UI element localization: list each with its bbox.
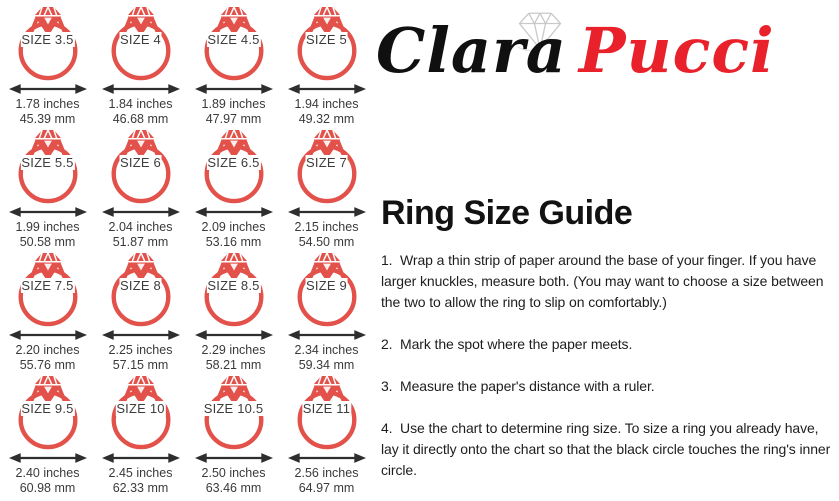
diameter-arrow-icon bbox=[288, 329, 366, 341]
ring-size-label: SIZE 3.5 bbox=[21, 32, 74, 47]
ring-size-mm: 51.87 mm bbox=[112, 235, 169, 249]
ring-size-cell bbox=[187, 251, 280, 374]
brand-name bbox=[376, 14, 775, 87]
page-title: Ring Size Guide bbox=[381, 194, 633, 232]
ring-illustration bbox=[97, 251, 185, 327]
diameter-arrow-icon bbox=[195, 206, 273, 218]
ring-size-inches: 2.25 inches bbox=[108, 343, 173, 357]
ring-size-inches: 2.56 inches bbox=[294, 466, 359, 480]
ring-size-mm: 64.97 mm bbox=[298, 481, 355, 495]
ring-size-label: SIZE 5.5 bbox=[21, 155, 74, 170]
ring-measurements bbox=[202, 220, 266, 250]
ring-illustration bbox=[283, 251, 371, 327]
diameter-arrow-icon bbox=[9, 83, 87, 95]
ring-size-inches: 1.94 inches bbox=[294, 97, 359, 111]
ring-illustration bbox=[283, 128, 371, 204]
ring-measurements bbox=[202, 97, 266, 127]
ring-measurements bbox=[16, 466, 80, 496]
ring-illustration bbox=[4, 251, 92, 327]
ring-size-inches: 2.45 inches bbox=[108, 466, 173, 480]
ring-measurements bbox=[295, 343, 359, 373]
ring-size-inches: 2.29 inches bbox=[201, 343, 266, 357]
ring-measurements bbox=[295, 220, 359, 250]
brand-name-first: Clara bbox=[376, 14, 567, 87]
ring-size-cell bbox=[187, 128, 280, 251]
diameter-arrow-icon bbox=[102, 452, 180, 464]
diameter-arrow-icon bbox=[102, 206, 180, 218]
ring-size-inches: 2.09 inches bbox=[201, 220, 266, 234]
diameter-arrow-icon bbox=[288, 452, 366, 464]
diameter-arrow-icon bbox=[195, 83, 273, 95]
ring-size-label: SIZE 9 bbox=[306, 278, 347, 293]
ring-measurements bbox=[109, 97, 173, 127]
ring-size-label: SIZE 9.5 bbox=[21, 401, 74, 416]
ring-size-cell bbox=[280, 5, 373, 128]
ring-size-cell bbox=[1, 251, 94, 374]
ring-size-label: SIZE 8.5 bbox=[207, 278, 260, 293]
ring-size-mm: 63.46 mm bbox=[205, 481, 262, 495]
ring-size-mm: 57.15 mm bbox=[112, 358, 169, 372]
ring-size-mm: 49.32 mm bbox=[298, 112, 355, 126]
ring-size-mm: 53.16 mm bbox=[205, 235, 262, 249]
ring-illustration bbox=[190, 5, 278, 81]
ring-size-cell bbox=[94, 374, 187, 497]
diameter-arrow-icon bbox=[9, 329, 87, 341]
ring-size-label: SIZE 6 bbox=[120, 155, 161, 170]
diameter-arrow-icon bbox=[288, 206, 366, 218]
ring-illustration bbox=[190, 128, 278, 204]
ring-size-cell bbox=[187, 5, 280, 128]
ring-size-mm: 55.76 mm bbox=[19, 358, 76, 372]
ring-size-chart bbox=[1, 5, 373, 497]
ring-measurements bbox=[109, 343, 173, 373]
ring-size-inches: 1.78 inches bbox=[15, 97, 80, 111]
ring-measurements bbox=[295, 466, 359, 496]
ring-size-label: SIZE 5 bbox=[306, 32, 347, 47]
ring-measurements bbox=[202, 466, 266, 496]
ring-size-mm: 58.21 mm bbox=[205, 358, 262, 372]
brand-logo bbox=[374, 0, 834, 110]
diameter-arrow-icon bbox=[195, 452, 273, 464]
ring-size-cell bbox=[94, 5, 187, 128]
ring-size-inches: 1.84 inches bbox=[108, 97, 173, 111]
ring-size-label: SIZE 4.5 bbox=[207, 32, 260, 47]
ring-size-label: SIZE 10.5 bbox=[203, 401, 264, 416]
ring-size-label: SIZE 10 bbox=[116, 401, 165, 416]
diameter-arrow-icon bbox=[195, 329, 273, 341]
instruction-step-3: 3. Measure the paper's distance with a ruler. bbox=[381, 378, 655, 394]
ring-size-cell bbox=[187, 374, 280, 497]
ring-size-inches: 2.20 inches bbox=[15, 343, 80, 357]
ring-size-label: SIZE 6.5 bbox=[207, 155, 260, 170]
instruction-step-4: 4. Use the chart to determine ring size. To size a ring you already have, lay it directly onto the chart so that the black circle touches the ring's inner circle. bbox=[381, 420, 834, 478]
ring-size-inches: 2.34 inches bbox=[294, 343, 359, 357]
instruction-step-1: 1. Wrap a thin strip of paper around the base of your finger. If you have larger knuckles, measure both. (You may want to choose a size between the two to allow the ring to slip on comfortably.) bbox=[381, 252, 828, 310]
ring-size-cell bbox=[1, 5, 94, 128]
diameter-arrow-icon bbox=[288, 83, 366, 95]
instructions bbox=[381, 250, 834, 501]
ring-size-mm: 47.97 mm bbox=[205, 112, 262, 126]
ring-illustration bbox=[4, 5, 92, 81]
ring-size-inches: 1.99 inches bbox=[15, 220, 80, 234]
ring-size-mm: 59.34 mm bbox=[298, 358, 355, 372]
ring-illustration bbox=[97, 5, 185, 81]
ring-illustration bbox=[190, 374, 278, 450]
ring-size-cell bbox=[280, 251, 373, 374]
ring-size-label: SIZE 4 bbox=[120, 32, 161, 47]
ring-size-inches: 2.50 inches bbox=[201, 466, 266, 480]
ring-size-cell bbox=[280, 128, 373, 251]
diameter-arrow-icon bbox=[102, 83, 180, 95]
ring-size-inches: 2.40 inches bbox=[15, 466, 80, 480]
ring-measurements bbox=[16, 220, 80, 250]
ring-illustration bbox=[190, 251, 278, 327]
ring-size-cell bbox=[1, 374, 94, 497]
ring-illustration bbox=[97, 374, 185, 450]
ring-size-label: SIZE 11 bbox=[302, 401, 351, 416]
diameter-arrow-icon bbox=[9, 206, 87, 218]
ring-size-cell bbox=[280, 374, 373, 497]
ring-illustration bbox=[97, 128, 185, 204]
ring-size-label: SIZE 7.5 bbox=[21, 278, 74, 293]
ring-size-inches: 2.15 inches bbox=[294, 220, 359, 234]
instruction-step-2: 2. Mark the spot where the paper meets. bbox=[381, 336, 633, 352]
ring-size-label: SIZE 7 bbox=[306, 155, 347, 170]
ring-size-mm: 45.39 mm bbox=[19, 112, 76, 126]
ring-measurements bbox=[109, 466, 173, 496]
brand-name-second: Pucci bbox=[578, 14, 775, 87]
ring-size-inches: 1.89 inches bbox=[201, 97, 266, 111]
ring-size-cell bbox=[94, 251, 187, 374]
ring-measurements bbox=[295, 97, 359, 127]
ring-size-inches: 2.04 inches bbox=[108, 220, 173, 234]
ring-size-cell bbox=[1, 128, 94, 251]
ring-measurements bbox=[202, 343, 266, 373]
ring-size-mm: 54.50 mm bbox=[298, 235, 355, 249]
ring-illustration bbox=[4, 128, 92, 204]
ring-measurements bbox=[16, 343, 80, 373]
ring-illustration bbox=[283, 5, 371, 81]
diameter-arrow-icon bbox=[102, 329, 180, 341]
ring-size-cell bbox=[94, 128, 187, 251]
ring-size-label: SIZE 8 bbox=[120, 278, 161, 293]
ring-size-mm: 60.98 mm bbox=[19, 481, 76, 495]
ring-measurements bbox=[109, 220, 173, 250]
ring-illustration bbox=[4, 374, 92, 450]
ring-size-mm: 46.68 mm bbox=[112, 112, 169, 126]
ring-measurements bbox=[16, 97, 80, 127]
ring-illustration bbox=[283, 374, 371, 450]
diameter-arrow-icon bbox=[9, 452, 87, 464]
ring-size-mm: 50.58 mm bbox=[19, 235, 76, 249]
ring-size-mm: 62.33 mm bbox=[112, 481, 169, 495]
